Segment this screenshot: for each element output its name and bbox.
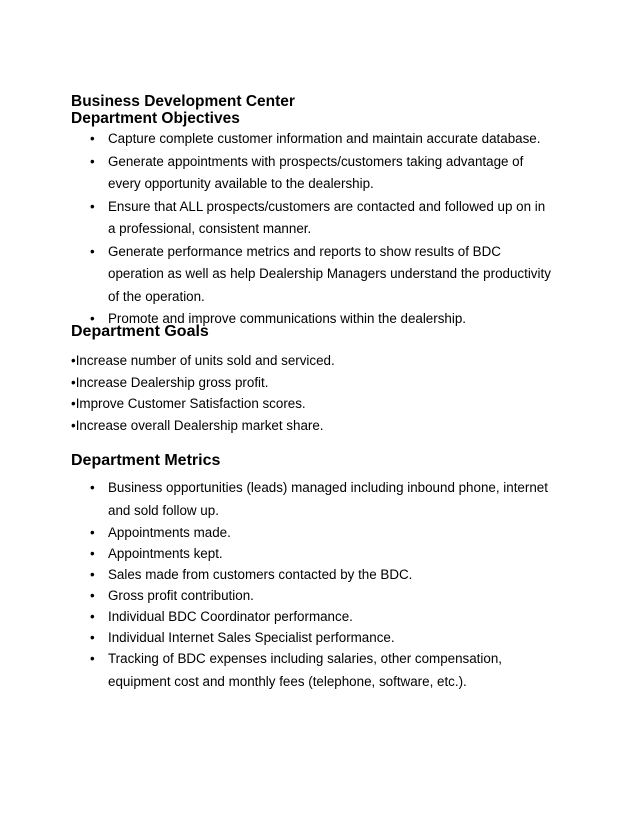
list-item-text: Appointments made. — [108, 525, 231, 540]
list-item: •Increase overall Dealership market share. — [71, 417, 324, 433]
list-item-text: Appointments kept. — [108, 546, 223, 561]
bullet-icon: • — [90, 153, 95, 169]
list-item — [0, 477, 553, 522]
bullet-icon: • — [90, 588, 95, 603]
list-item-text: Tracking of BDC expenses including salaries, other compensation, equipment cost and monthly fees (telephone, software, etc.). — [108, 651, 502, 689]
list-item — [0, 196, 553, 241]
goals-heading: Department Goals — [71, 323, 209, 340]
metrics-heading: Department Metrics — [71, 452, 221, 469]
bullet-icon: • — [90, 567, 95, 582]
list-item-text: Promote and improve communications within the dealership. — [108, 311, 467, 326]
document-title: Business Development Center — [71, 93, 295, 110]
list-item-text: Capture complete customer information and maintain accurate database. — [108, 131, 541, 146]
bullet-icon: • — [90, 198, 95, 214]
bullet-icon: • — [90, 131, 95, 146]
list-item — [0, 151, 553, 196]
bullet-icon: • — [90, 480, 95, 495]
list-item-text: Generate appointments with prospects/customers taking advantage of every opportunity available to the dealership. — [108, 153, 524, 191]
list-item — [0, 522, 553, 543]
list-item — [0, 585, 553, 606]
list-item-text: Individual Internet Sales Specialist performance. — [108, 630, 395, 645]
list-item — [0, 128, 553, 151]
bullet-icon: • — [90, 609, 95, 624]
goals-list — [71, 350, 335, 436]
objectives-heading: Department Objectives — [71, 110, 240, 127]
list-item-text: Generate performance metrics and reports to show results of BDC operation as well as help Dealership Managers understand the productivity of the operation. — [108, 243, 551, 304]
bullet-icon: • — [90, 651, 95, 666]
bullet-icon: • — [90, 546, 95, 561]
list-item-text: Gross profit contribution. — [108, 588, 254, 603]
list-item: •Increase Dealership gross profit. — [71, 374, 269, 390]
list-item — [0, 241, 553, 309]
metrics-list — [0, 477, 553, 693]
bullet-icon: • — [90, 243, 95, 259]
list-item-text: Business opportunities (leads) managed including inbound phone, internet and sold follow up. — [108, 480, 548, 518]
list-item-text: Sales made from customers contacted by the BDC. — [108, 567, 413, 582]
list-item — [0, 627, 553, 648]
bullet-icon: • — [90, 630, 95, 645]
list-item — [0, 543, 553, 564]
objectives-list — [0, 128, 553, 331]
list-item — [0, 648, 553, 693]
list-item — [0, 564, 553, 585]
bullet-icon: • — [90, 311, 95, 326]
list-item: •Improve Customer Satisfaction scores. — [71, 396, 306, 411]
list-item — [0, 606, 553, 627]
bullet-icon: • — [90, 525, 95, 540]
list-item-text: Individual BDC Coordinator performance. — [108, 609, 353, 624]
list-item-text: Ensure that ALL prospects/customers are contacted and followed up on in a professional, consistent manner. — [108, 198, 546, 236]
list-item: •Increase number of units sold and serviced. — [71, 353, 335, 368]
